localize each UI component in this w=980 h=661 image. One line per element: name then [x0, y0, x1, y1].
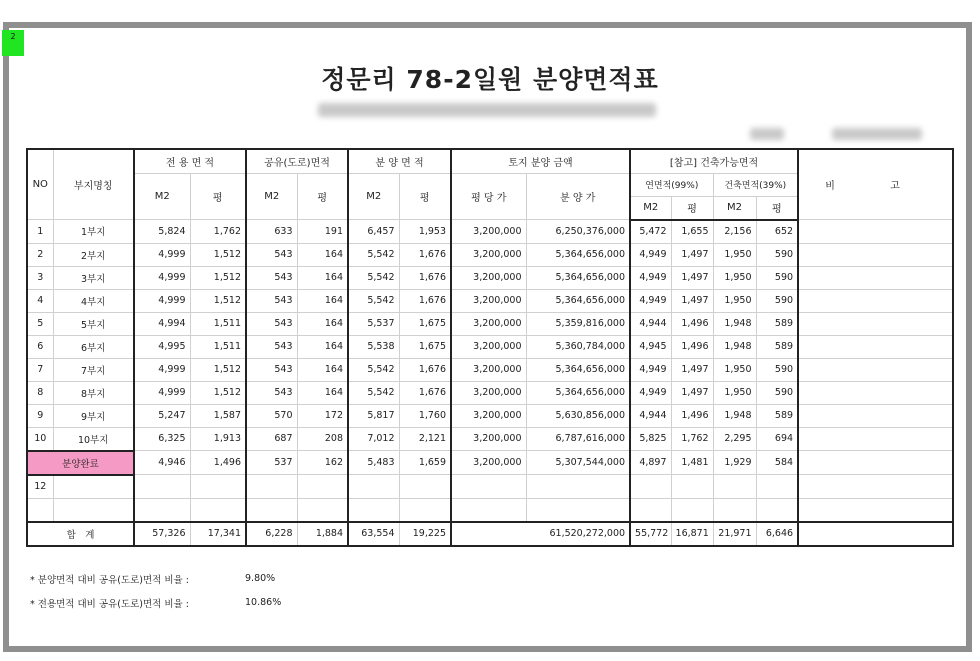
row-remarks — [798, 427, 953, 451]
row-fl-py: 1,497 — [671, 243, 713, 266]
row-price-per-pyeong: 3,200,000 — [451, 312, 526, 335]
row-sh-m2 — [246, 498, 297, 522]
row-fl-m2: 5,472 — [630, 220, 671, 244]
row-ex-m2: 5,824 — [134, 220, 190, 244]
note-sale-ratio-value: 9.80% — [245, 573, 276, 584]
table-row — [27, 358, 953, 381]
row-sh-m2: 543 — [246, 289, 297, 312]
row-sh-m2: 543 — [246, 266, 297, 289]
table-row — [27, 289, 953, 312]
table-row — [27, 335, 953, 358]
row-sh-m2: 543 — [246, 243, 297, 266]
row-bd-py: 590 — [756, 381, 798, 404]
header-bd-m2: M2 — [713, 196, 756, 220]
table-row — [27, 220, 953, 244]
row-remarks — [798, 220, 953, 244]
row-sale-price: 5,630,856,000 — [526, 404, 630, 427]
row-sale-price: 6,250,376,000 — [526, 220, 630, 244]
row-bd-py: 590 — [756, 266, 798, 289]
row-bd-py: 590 — [756, 289, 798, 312]
row-sa-py: 1,760 — [399, 404, 451, 427]
row-bd-py: 590 — [756, 243, 798, 266]
row-no: 8 — [27, 381, 53, 404]
row-sh-py: 164 — [297, 312, 348, 335]
area-table — [26, 148, 954, 547]
row-fl-m2: 4,949 — [630, 358, 671, 381]
row-bd-py: 589 — [756, 335, 798, 358]
row-sa-py: 1,676 — [399, 266, 451, 289]
row-lot-name: 3부지 — [53, 266, 134, 289]
row-ex-py: 1,512 — [190, 243, 246, 266]
row-fl-m2: 4,949 — [630, 289, 671, 312]
row-price-per-pyeong: 3,200,000 — [451, 266, 526, 289]
row-sa-py: 1,675 — [399, 312, 451, 335]
row-sh-m2: 537 — [246, 451, 297, 475]
row-bd-m2: 1,948 — [713, 312, 756, 335]
row-price-per-pyeong: 3,200,000 — [451, 381, 526, 404]
row-sale-price: 5,307,544,000 — [526, 451, 630, 475]
row-bd-m2: 1,950 — [713, 381, 756, 404]
row-sa-m2: 5,538 — [348, 335, 399, 358]
row-fl-py: 1,496 — [671, 404, 713, 427]
row-sale-price: 5,364,656,000 — [526, 289, 630, 312]
row-fl-py: 1,496 — [671, 312, 713, 335]
note-exclusive-ratio-label: * 전용면적 대비 공유(도로)면적 비율 : — [30, 599, 189, 610]
blurred-date — [832, 128, 922, 140]
row-sa-py: 1,953 — [399, 220, 451, 244]
row-fl-m2: 4,949 — [630, 381, 671, 404]
row-sale-price: 5,364,656,000 — [526, 381, 630, 404]
total-sa-py: 19,225 — [399, 522, 451, 546]
row-sh-m2 — [246, 475, 297, 499]
row-remarks — [798, 312, 953, 335]
table-row — [27, 312, 953, 335]
row-price-per-pyeong: 3,200,000 — [451, 335, 526, 358]
page-number-tag: 2 — [2, 30, 24, 56]
row-sh-py: 164 — [297, 289, 348, 312]
row-sa-m2: 5,542 — [348, 243, 399, 266]
row-ex-m2 — [134, 475, 190, 499]
row-no: 1 — [27, 220, 53, 244]
row-ex-py: 1,512 — [190, 381, 246, 404]
row-sa-py: 1,675 — [399, 335, 451, 358]
row-fl-m2: 4,944 — [630, 404, 671, 427]
blurred-subtitle — [318, 103, 656, 117]
row-lot-name — [53, 498, 134, 522]
row-sa-m2: 6,457 — [348, 220, 399, 244]
header-buildable-ref: [참고] 건축가능면적 — [630, 149, 798, 173]
row-bd-m2: 1,950 — [713, 266, 756, 289]
row-no: 10 — [27, 427, 53, 451]
total-ex-py: 17,341 — [190, 522, 246, 546]
completed-label: 분양완료 — [27, 451, 134, 475]
row-fl-py: 1,497 — [671, 381, 713, 404]
row-bd-m2: 2,295 — [713, 427, 756, 451]
row-sa-py — [399, 498, 451, 522]
row-fl-py: 1,497 — [671, 289, 713, 312]
header-sa-py: 평 — [399, 173, 451, 220]
row-lot-name: 8부지 — [53, 381, 134, 404]
row-bd-py: 584 — [756, 451, 798, 475]
row-sa-m2: 5,542 — [348, 358, 399, 381]
row-ex-py — [190, 475, 246, 499]
row-bd-py: 694 — [756, 427, 798, 451]
header-sale-area: 분 양 면 적 — [348, 149, 451, 173]
table-row — [27, 381, 953, 404]
row-sh-m2: 570 — [246, 404, 297, 427]
table-row — [27, 266, 953, 289]
document-title: 정문리 78-2일원 분양면적표 — [321, 65, 659, 94]
row-bd-m2: 1,948 — [713, 404, 756, 427]
total-ex-m2: 57,326 — [134, 522, 190, 546]
row-sh-py: 164 — [297, 381, 348, 404]
row-ex-m2: 4,995 — [134, 335, 190, 358]
row-no: 3 — [27, 266, 53, 289]
table-row — [27, 243, 953, 266]
row-bd-py: 652 — [756, 220, 798, 244]
row-sa-py: 1,676 — [399, 358, 451, 381]
row-sa-m2: 5,537 — [348, 312, 399, 335]
row-no: 5 — [27, 312, 53, 335]
row-sh-py: 208 — [297, 427, 348, 451]
row-price-per-pyeong: 3,200,000 — [451, 427, 526, 451]
row-no — [27, 498, 53, 522]
row-remarks — [798, 475, 953, 499]
row-ex-py: 1,587 — [190, 404, 246, 427]
row-remarks — [798, 451, 953, 475]
row-bd-m2: 1,950 — [713, 358, 756, 381]
row-fl-py: 1,655 — [671, 220, 713, 244]
row-ex-m2: 4,994 — [134, 312, 190, 335]
row-bd-m2: 1,950 — [713, 243, 756, 266]
header-exclusive-area: 전 용 면 적 — [134, 149, 246, 173]
row-fl-m2 — [630, 475, 671, 499]
table-row-empty — [27, 498, 953, 522]
header-ex-m2: M2 — [134, 173, 190, 220]
row-sh-py: 172 — [297, 404, 348, 427]
row-fl-m2: 4,897 — [630, 451, 671, 475]
row-ex-m2: 4,999 — [134, 381, 190, 404]
row-remarks — [798, 381, 953, 404]
header-no: NO — [27, 149, 53, 220]
row-sh-m2: 543 — [246, 335, 297, 358]
row-remarks — [798, 335, 953, 358]
header-land-sale-amount: 토지 분양 금액 — [451, 149, 630, 173]
row-no: 12 — [27, 475, 53, 499]
row-fl-py: 1,497 — [671, 266, 713, 289]
row-sa-py: 1,659 — [399, 451, 451, 475]
header-floor-area: 연면적(99%) — [630, 173, 713, 196]
row-sa-m2: 5,542 — [348, 266, 399, 289]
row-sale-price: 5,364,656,000 — [526, 266, 630, 289]
row-ex-m2 — [134, 498, 190, 522]
row-ex-py: 1,511 — [190, 312, 246, 335]
row-sh-m2: 633 — [246, 220, 297, 244]
row-lot-name: 5부지 — [53, 312, 134, 335]
row-lot-name: 4부지 — [53, 289, 134, 312]
row-ex-py — [190, 498, 246, 522]
row-sa-m2: 5,542 — [348, 381, 399, 404]
row-sale-price: 5,364,656,000 — [526, 243, 630, 266]
row-no: 2 — [27, 243, 53, 266]
header-bd-py: 평 — [756, 196, 798, 220]
row-fl-py: 1,497 — [671, 358, 713, 381]
row-bd-m2 — [713, 498, 756, 522]
table-row-total — [27, 522, 953, 546]
row-no: 4 — [27, 289, 53, 312]
row-sa-m2: 5,542 — [348, 289, 399, 312]
note-exclusive-ratio-value: 10.86% — [245, 597, 282, 608]
row-sa-py: 1,676 — [399, 243, 451, 266]
total-remarks — [798, 522, 953, 546]
row-remarks — [798, 243, 953, 266]
row-bd-py: 589 — [756, 312, 798, 335]
row-sh-py: 164 — [297, 266, 348, 289]
row-sh-py: 191 — [297, 220, 348, 244]
row-no: 9 — [27, 404, 53, 427]
header-sh-m2: M2 — [246, 173, 297, 220]
row-sale-price: 5,364,656,000 — [526, 358, 630, 381]
row-ex-m2: 4,999 — [134, 243, 190, 266]
row-sale-price — [526, 475, 630, 499]
row-remarks — [798, 358, 953, 381]
row-fl-m2: 4,944 — [630, 312, 671, 335]
total-bd-m2: 21,971 — [713, 522, 756, 546]
header-sh-py: 평 — [297, 173, 348, 220]
row-no: 6 — [27, 335, 53, 358]
total-sale-price: 61,520,272,000 — [451, 522, 630, 546]
row-bd-py — [756, 475, 798, 499]
row-price-per-pyeong — [451, 498, 526, 522]
row-price-per-pyeong: 3,200,000 — [451, 451, 526, 475]
header-shared-area: 공유(도로)면적 — [246, 149, 348, 173]
row-bd-py: 590 — [756, 358, 798, 381]
row-lot-name: 6부지 — [53, 335, 134, 358]
row-sh-py — [297, 475, 348, 499]
table-row-completed — [27, 451, 953, 475]
row-sa-m2: 5,483 — [348, 451, 399, 475]
row-sa-m2 — [348, 475, 399, 499]
blurred-unit-note — [750, 128, 784, 140]
row-lot-name: 10부지 — [53, 427, 134, 451]
row-fl-py: 1,496 — [671, 335, 713, 358]
table-row-empty — [27, 475, 953, 499]
note-sale-ratio-label: * 분양면적 대비 공유(도로)면적 비율 : — [30, 575, 189, 586]
row-sh-py — [297, 498, 348, 522]
row-sh-m2: 543 — [246, 312, 297, 335]
row-price-per-pyeong: 3,200,000 — [451, 220, 526, 244]
row-bd-m2: 1,950 — [713, 289, 756, 312]
row-fl-py — [671, 498, 713, 522]
total-bd-py: 6,646 — [756, 522, 798, 546]
row-sh-py: 162 — [297, 451, 348, 475]
header-sa-m2: M2 — [348, 173, 399, 220]
row-ex-m2: 6,325 — [134, 427, 190, 451]
header-ex-py: 평 — [190, 173, 246, 220]
table-row — [27, 427, 953, 451]
row-ex-py: 1,512 — [190, 289, 246, 312]
total-sh-m2: 6,228 — [246, 522, 297, 546]
total-sa-m2: 63,554 — [348, 522, 399, 546]
row-fl-py: 1,481 — [671, 451, 713, 475]
row-sa-m2: 5,817 — [348, 404, 399, 427]
row-fl-m2: 4,949 — [630, 243, 671, 266]
row-ex-m2: 5,247 — [134, 404, 190, 427]
row-bd-py: 589 — [756, 404, 798, 427]
total-sh-py: 1,884 — [297, 522, 348, 546]
row-ex-py: 1,512 — [190, 358, 246, 381]
row-bd-m2: 1,929 — [713, 451, 756, 475]
row-fl-m2 — [630, 498, 671, 522]
row-sh-py: 164 — [297, 335, 348, 358]
row-lot-name — [53, 475, 134, 499]
row-sa-py — [399, 475, 451, 499]
row-remarks — [798, 404, 953, 427]
row-price-per-pyeong: 3,200,000 — [451, 358, 526, 381]
header-price-per-pyeong: 평 당 가 — [451, 173, 526, 220]
row-ex-py: 1,512 — [190, 266, 246, 289]
row-lot-name: 7부지 — [53, 358, 134, 381]
row-bd-py — [756, 498, 798, 522]
table-row — [27, 404, 953, 427]
row-sh-m2: 543 — [246, 358, 297, 381]
row-ex-m2: 4,946 — [134, 451, 190, 475]
row-ex-m2: 4,999 — [134, 266, 190, 289]
row-fl-m2: 4,945 — [630, 335, 671, 358]
total-fl-py: 16,871 — [671, 522, 713, 546]
row-price-per-pyeong: 3,200,000 — [451, 243, 526, 266]
row-lot-name: 1부지 — [53, 220, 134, 244]
row-remarks — [798, 266, 953, 289]
row-ex-m2: 4,999 — [134, 289, 190, 312]
row-sh-m2: 543 — [246, 381, 297, 404]
header-building-area: 건축면적(39%) — [713, 173, 798, 196]
row-price-per-pyeong — [451, 475, 526, 499]
row-sh-py: 164 — [297, 358, 348, 381]
row-sa-m2: 7,012 — [348, 427, 399, 451]
row-bd-m2: 1,948 — [713, 335, 756, 358]
row-sale-price — [526, 498, 630, 522]
total-label: 합 계 — [27, 522, 134, 546]
header-fl-py: 평 — [671, 196, 713, 220]
row-sa-py: 1,676 — [399, 289, 451, 312]
row-sale-price: 5,359,816,000 — [526, 312, 630, 335]
row-bd-m2: 2,156 — [713, 220, 756, 244]
row-sa-m2 — [348, 498, 399, 522]
row-sa-py: 1,676 — [399, 381, 451, 404]
row-ex-py: 1,913 — [190, 427, 246, 451]
row-fl-py: 1,762 — [671, 427, 713, 451]
row-remarks — [798, 498, 953, 522]
row-price-per-pyeong: 3,200,000 — [451, 289, 526, 312]
row-fl-m2: 5,825 — [630, 427, 671, 451]
header-lot-name: 부지명칭 — [53, 149, 134, 220]
header-sale-price: 분 양 가 — [526, 173, 630, 220]
row-remarks — [798, 289, 953, 312]
row-sale-price: 6,787,616,000 — [526, 427, 630, 451]
row-ex-py: 1,762 — [190, 220, 246, 244]
header-fl-m2: M2 — [630, 196, 671, 220]
row-fl-m2: 4,949 — [630, 266, 671, 289]
header-remarks: 비 고 — [798, 149, 953, 220]
row-fl-py — [671, 475, 713, 499]
row-ex-py: 1,511 — [190, 335, 246, 358]
row-ex-m2: 4,999 — [134, 358, 190, 381]
row-price-per-pyeong: 3,200,000 — [451, 404, 526, 427]
row-lot-name: 9부지 — [53, 404, 134, 427]
row-sh-py: 164 — [297, 243, 348, 266]
row-sh-m2: 687 — [246, 427, 297, 451]
total-fl-m2: 55,772 — [630, 522, 671, 546]
row-sale-price: 5,360,784,000 — [526, 335, 630, 358]
row-bd-m2 — [713, 475, 756, 499]
row-sa-py: 2,121 — [399, 427, 451, 451]
row-lot-name: 2부지 — [53, 243, 134, 266]
row-no: 7 — [27, 358, 53, 381]
row-ex-py: 1,496 — [190, 451, 246, 475]
